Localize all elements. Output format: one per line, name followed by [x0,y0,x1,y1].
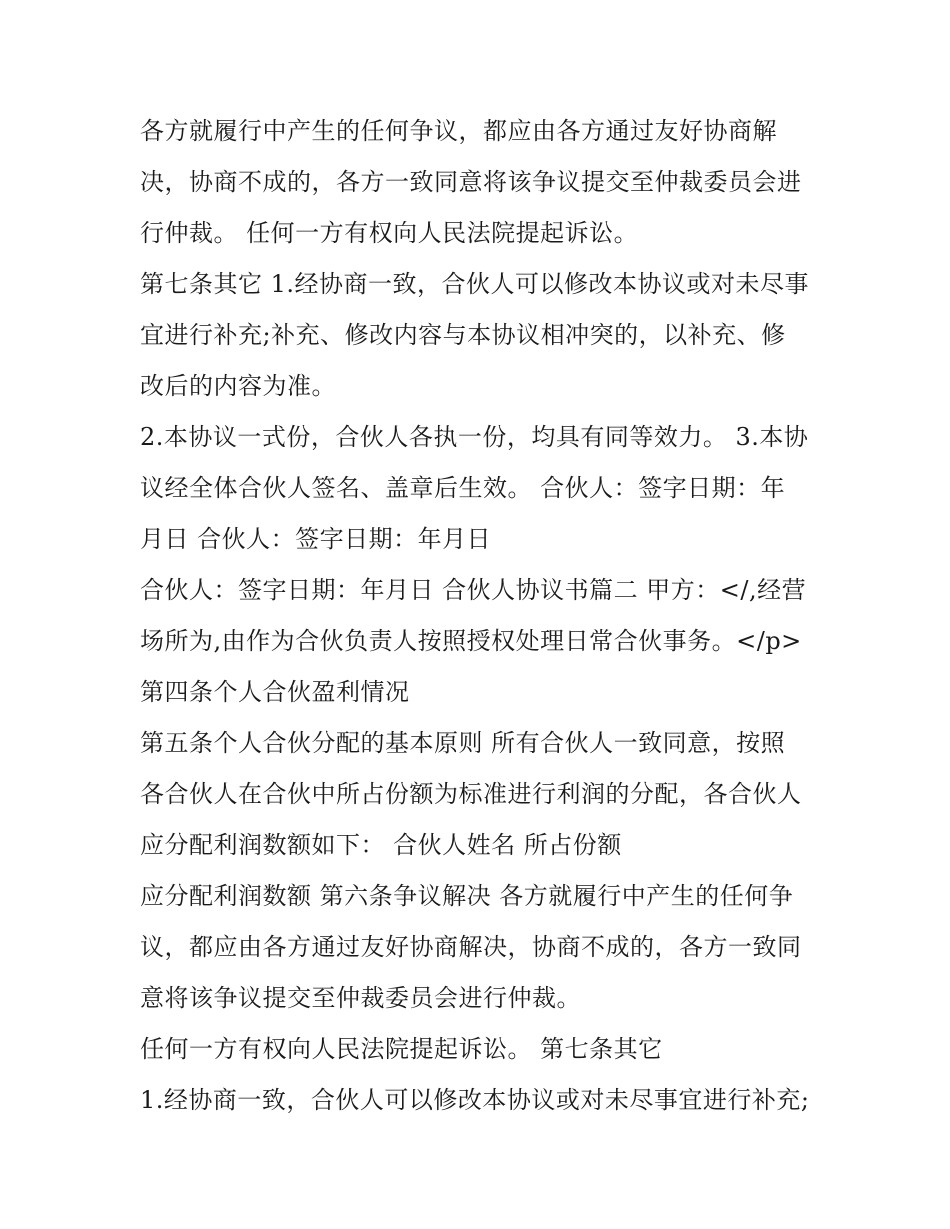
text-line: 场所为,由作为合伙负责人按照授权处理日常合伙事务。</p> [140,627,802,655]
text-line: 宜进行补充;补充、修改内容与本协议相冲突的，以补充、修 [140,321,786,349]
text-line: 第七条其它 1.经协商一致，合伙人可以修改本协议或对未尽事 [140,270,810,298]
text-line: 意将该争议提交至仲裁委员会进行仲裁。 [140,984,581,1012]
text-line: 任何一方有权向人民法院提起诉讼。 第七条其它 [140,1035,663,1063]
text-line: 各合伙人在合伙中所占份额为标准进行利润的分配，各合伙人 [140,780,802,808]
text-line: 2.本协议一式份，合伙人各执一份，均具有同等效力。 3.本协 [140,423,809,451]
text-line: 改后的内容为准。 [140,372,336,400]
text-line: 合伙人：签字日期：年月日 合伙人协议书篇二 甲方：</,经营 [140,576,807,604]
text-line: 1.经协商一致，合伙人可以修改本协议或对未尽事宜进行补充; [140,1086,810,1114]
text-line: 各方就履行中产生的任何争议，都应由各方通过友好协商解 [140,117,777,145]
text-line: 月日 合伙人：签字日期：年月日 [140,525,492,553]
text-line: 应分配利润数额如下： 合伙人姓名 所占份额 [140,831,622,859]
text-line: 议经全体合伙人签名、盖章后生效。 合伙人：签字日期：年 [140,474,786,502]
text-line: 应分配利润数额 第六条争议解决 各方就履行中产生的任何争 [140,882,794,910]
text-line: 决，协商不成的，各方一致同意将该争议提交至仲裁委员会进 [140,168,802,196]
document-body [140,106,830,1126]
text-line: 第五条个人合伙分配的基本原则 所有合伙人一致同意，按照 [140,729,786,757]
text-line: 行仲裁。 任何一方有权向人民法院提起诉讼。 [140,219,639,247]
text-line: 议，都应由各方通过友好协商解决，协商不成的，各方一致同 [140,933,802,961]
text-line: 第四条个人合伙盈利情况 [140,678,410,706]
